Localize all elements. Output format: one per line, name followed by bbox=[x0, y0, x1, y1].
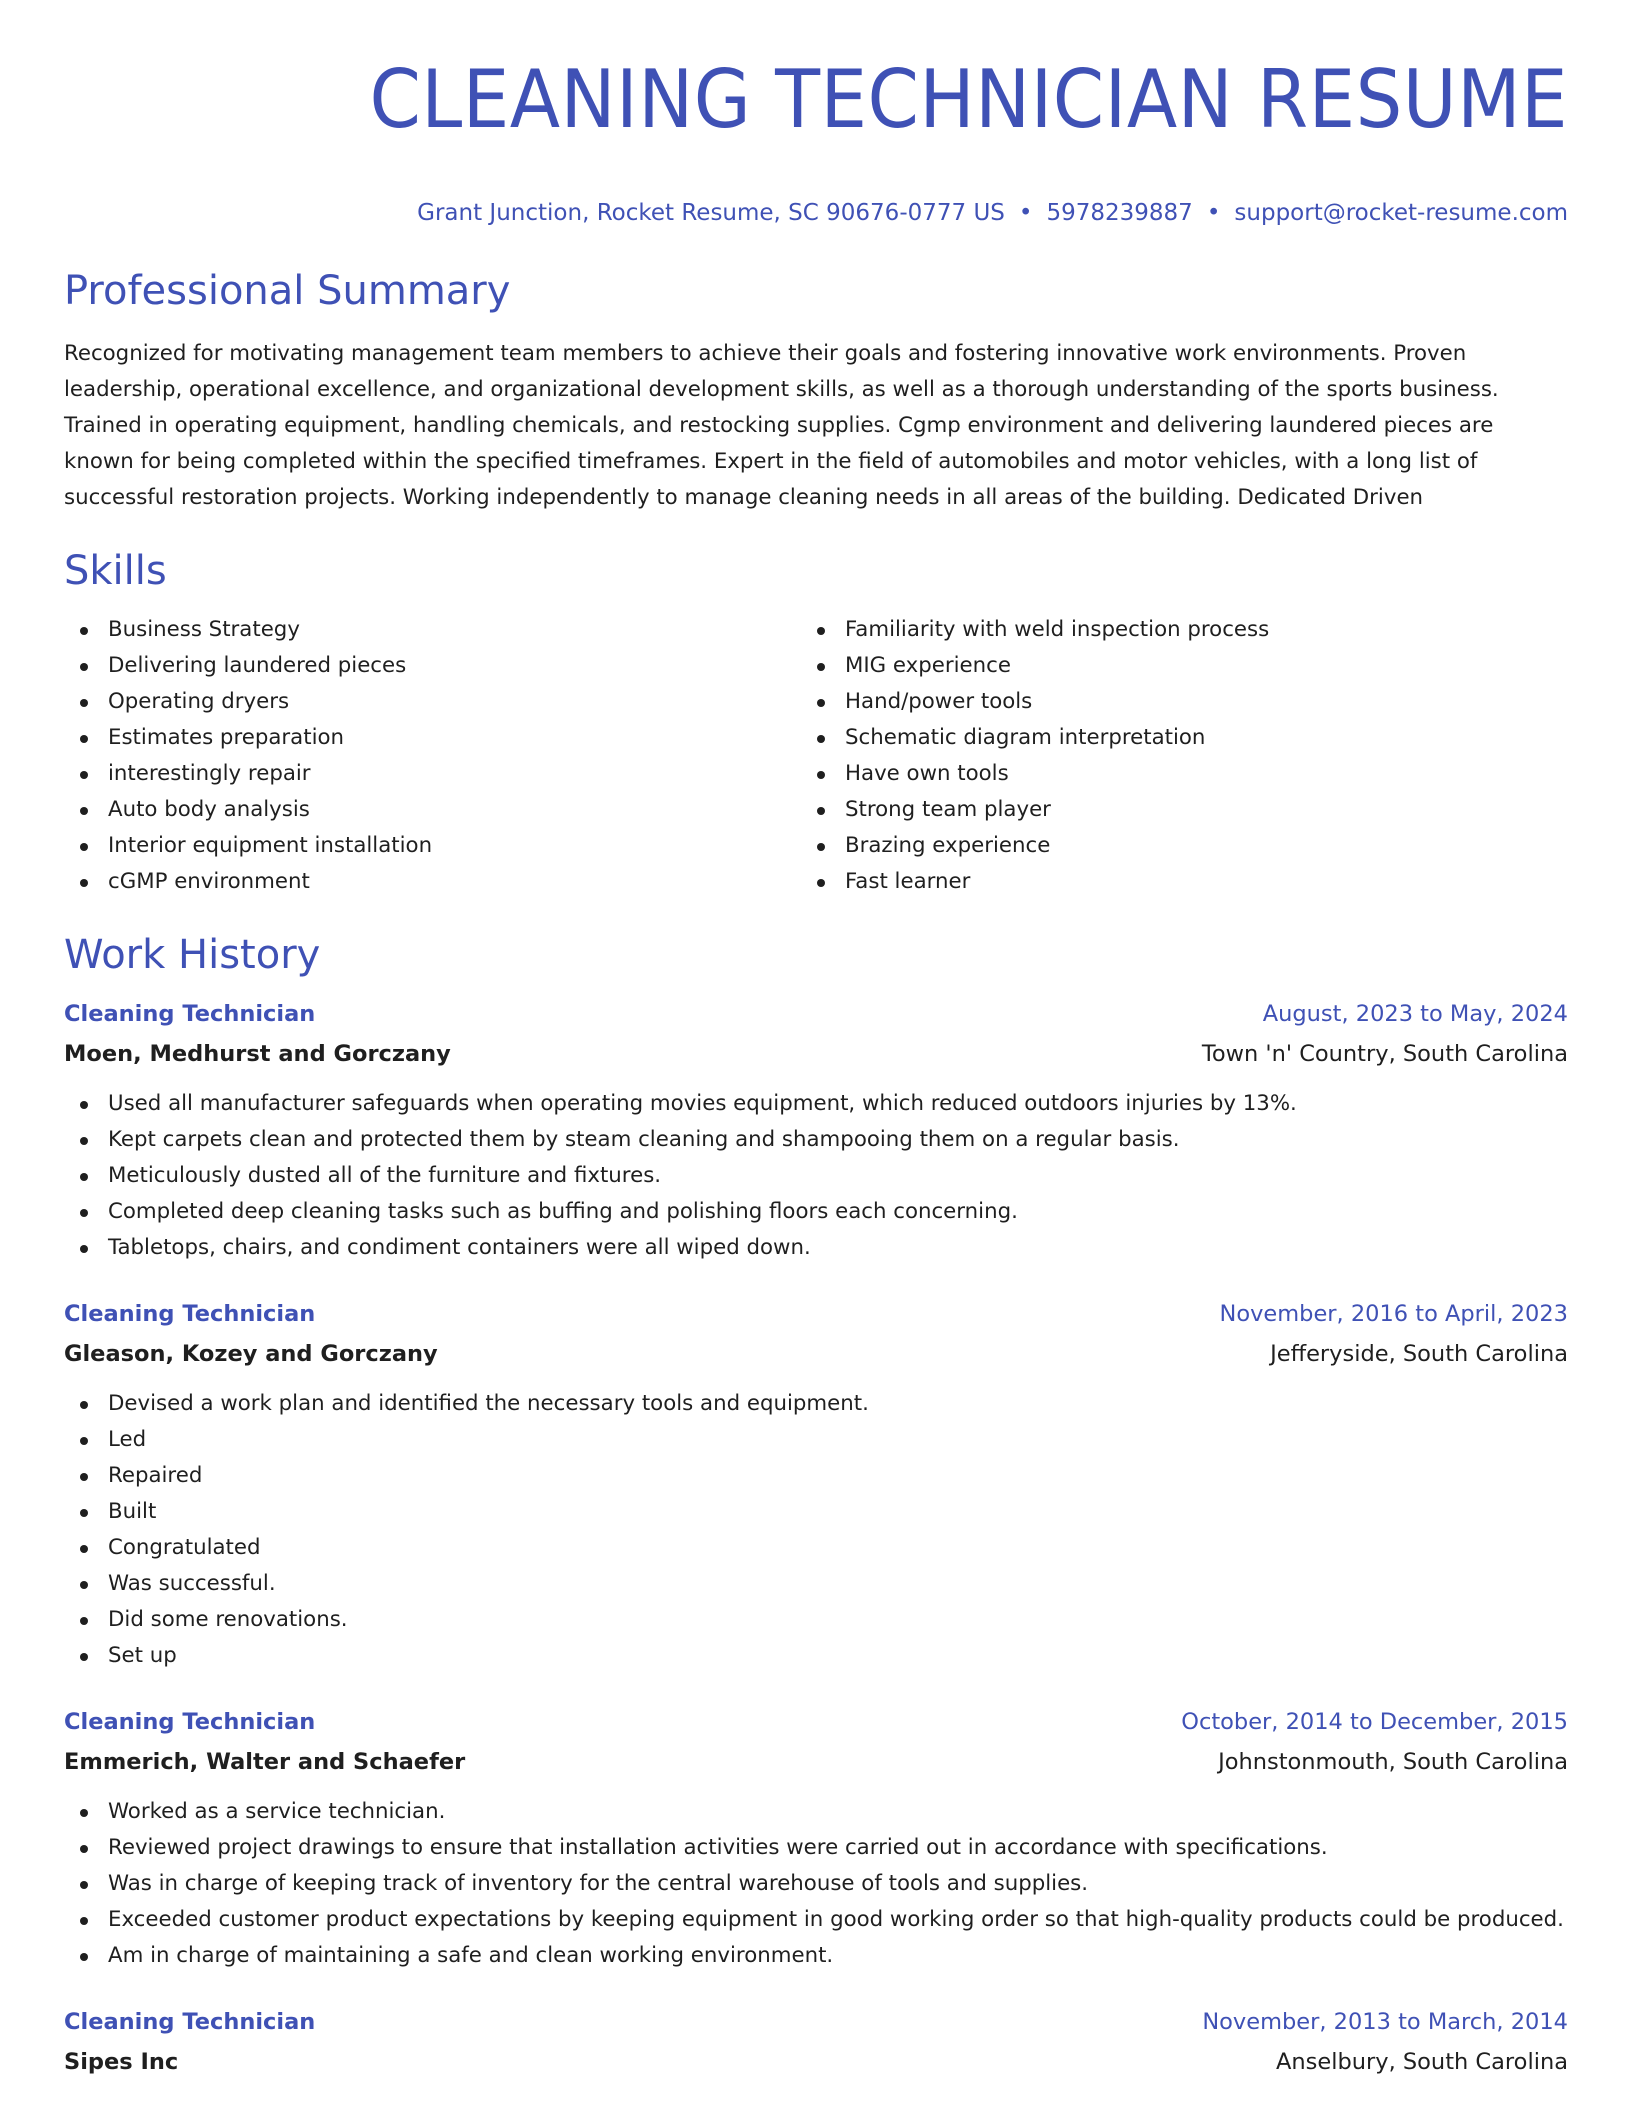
job-duties bbox=[64, 1794, 1568, 1974]
skill-item: interestingly repair bbox=[64, 756, 801, 792]
skill-item: cGMP environment bbox=[64, 864, 801, 900]
duty-item: Worked as a service technician. bbox=[64, 1794, 1568, 1830]
job-title: Cleaning Technician bbox=[64, 1301, 316, 1327]
job-company-row bbox=[64, 1034, 1568, 1074]
skills-grid bbox=[64, 612, 1568, 900]
contact-phone: 5978239887 bbox=[1046, 200, 1193, 226]
duty-item: Was successful. bbox=[64, 1566, 1568, 1602]
skill-item: Auto body analysis bbox=[64, 792, 801, 828]
skill-item: MIG experience bbox=[801, 648, 1538, 684]
skill-item: Business Strategy bbox=[64, 612, 801, 648]
job-location: Town 'n' Country, South Carolina bbox=[1201, 1041, 1568, 1067]
skill-item: Fast learner bbox=[801, 864, 1538, 900]
duty-item: Did some renovations. bbox=[64, 1602, 1568, 1638]
contact-address: Grant Junction, Rocket Resume, SC 90676-0777 US bbox=[417, 200, 1005, 226]
job-company: Sipes Inc bbox=[64, 2049, 179, 2075]
job-dates: November, 2016 to April, 2023 bbox=[1219, 1301, 1568, 1327]
job-title: Cleaning Technician bbox=[64, 2009, 316, 2035]
job-company-row bbox=[64, 1334, 1568, 1374]
job-dates: November, 2013 to March, 2014 bbox=[1202, 2009, 1568, 2035]
duty-item: Built bbox=[64, 1494, 1568, 1530]
skills-list-right bbox=[801, 612, 1538, 900]
duty-item: Meticulously dusted all of the furniture and fixtures. bbox=[64, 1158, 1568, 1194]
job-entry bbox=[64, 1702, 1568, 1974]
contact-line bbox=[64, 198, 1568, 228]
skill-item: Estimates preparation bbox=[64, 720, 801, 756]
resume-title: CLEANING TECHNICIAN RESUME bbox=[369, 53, 1568, 146]
summary-text: Recognized for motivating management team members to achieve their goals and fostering innovative work environments. Proven leadership, operational excellence, and organizational development skills, as well as a thorough understanding of the sports business. Trained in operating equipment, handling chemicals, and restocking supplies. Cgmp environment and delivering laundered pieces are known for being completed within the specified timeframes. Expert in the field of automobiles and motor vehicles, with a long list of successful restoration projects. Working independently to manage cleaning needs in all areas of the building. Dedicated Driven bbox=[64, 341, 1499, 510]
contact-separator: • bbox=[1206, 200, 1221, 226]
job-duties bbox=[64, 1086, 1568, 1266]
job-header-row bbox=[64, 1702, 1568, 1742]
skills-list-left bbox=[64, 612, 801, 900]
duty-item: Set up bbox=[64, 1638, 1568, 1674]
skill-item: Strong team player bbox=[801, 792, 1538, 828]
duty-item: Was in charge of keeping track of inventory for the central warehouse of tools and supplies. bbox=[64, 1866, 1568, 1902]
duty-item: Led bbox=[64, 1422, 1568, 1458]
duty-item: Kept carpets clean and protected them by steam cleaning and shampooing them on a regular basis. bbox=[64, 1122, 1568, 1158]
skill-item: Hand/power tools bbox=[801, 684, 1538, 720]
job-company-row bbox=[64, 1742, 1568, 1782]
job-entry bbox=[64, 2002, 1568, 2082]
duty-item: Tabletops, chairs, and condiment containers were all wiped down. bbox=[64, 1230, 1568, 1266]
resume-header bbox=[64, 0, 1568, 228]
job-entry bbox=[64, 994, 1568, 1266]
skills-heading: Skills bbox=[64, 548, 167, 594]
job-header-row bbox=[64, 994, 1568, 1034]
job-duties bbox=[64, 1386, 1568, 1674]
job-location: Anselbury, South Carolina bbox=[1276, 2049, 1568, 2075]
job-company: Emmerich, Walter and Schaefer bbox=[64, 1749, 466, 1775]
work-history-heading: Work History bbox=[64, 932, 321, 978]
contact-separator: • bbox=[1018, 200, 1033, 226]
job-title: Cleaning Technician bbox=[64, 1001, 316, 1027]
job-location: Jefferyside, South Carolina bbox=[1270, 1341, 1568, 1367]
duty-item: Exceeded customer product expectations by keeping equipment in good working order so that high-quality products could be produced. bbox=[64, 1902, 1568, 1938]
job-header-row bbox=[64, 2002, 1568, 2042]
job-dates: October, 2014 to December, 2015 bbox=[1181, 1709, 1568, 1735]
duty-item: Reviewed project drawings to ensure that installation activities were carried out in accordance with specifications. bbox=[64, 1830, 1568, 1866]
job-company: Gleason, Kozey and Gorczany bbox=[64, 1341, 438, 1367]
duty-item: Am in charge of maintaining a safe and clean working environment. bbox=[64, 1938, 1568, 1974]
skill-item: Have own tools bbox=[801, 756, 1538, 792]
skill-item: Schematic diagram interpretation bbox=[801, 720, 1538, 756]
skill-item: Familiarity with weld inspection process bbox=[801, 612, 1538, 648]
job-company-row bbox=[64, 2042, 1568, 2082]
job-header-row bbox=[64, 1294, 1568, 1334]
duty-item: Completed deep cleaning tasks such as buffing and polishing floors each concerning. bbox=[64, 1194, 1568, 1230]
skill-item: Operating dryers bbox=[64, 684, 801, 720]
skill-item: Brazing experience bbox=[801, 828, 1538, 864]
summary-heading: Professional Summary bbox=[64, 268, 511, 314]
job-location: Johnstonmouth, South Carolina bbox=[1218, 1749, 1568, 1775]
job-entry bbox=[64, 1294, 1568, 1674]
skill-item: Interior equipment installation bbox=[64, 828, 801, 864]
duty-item: Repaired bbox=[64, 1458, 1568, 1494]
job-company: Moen, Medhurst and Gorczany bbox=[64, 1041, 451, 1067]
skill-item: Delivering laundered pieces bbox=[64, 648, 801, 684]
duty-item: Congratulated bbox=[64, 1530, 1568, 1566]
job-title: Cleaning Technician bbox=[64, 1709, 316, 1735]
duty-item: Used all manufacturer safeguards when operating movies equipment, which reduced outdoors injuries by 13%. bbox=[64, 1086, 1568, 1122]
duty-item: Devised a work plan and identified the necessary tools and equipment. bbox=[64, 1386, 1568, 1422]
contact-email[interactable]: support@rocket-resume.com bbox=[1234, 200, 1568, 226]
job-dates: August, 2023 to May, 2024 bbox=[1262, 1001, 1568, 1027]
